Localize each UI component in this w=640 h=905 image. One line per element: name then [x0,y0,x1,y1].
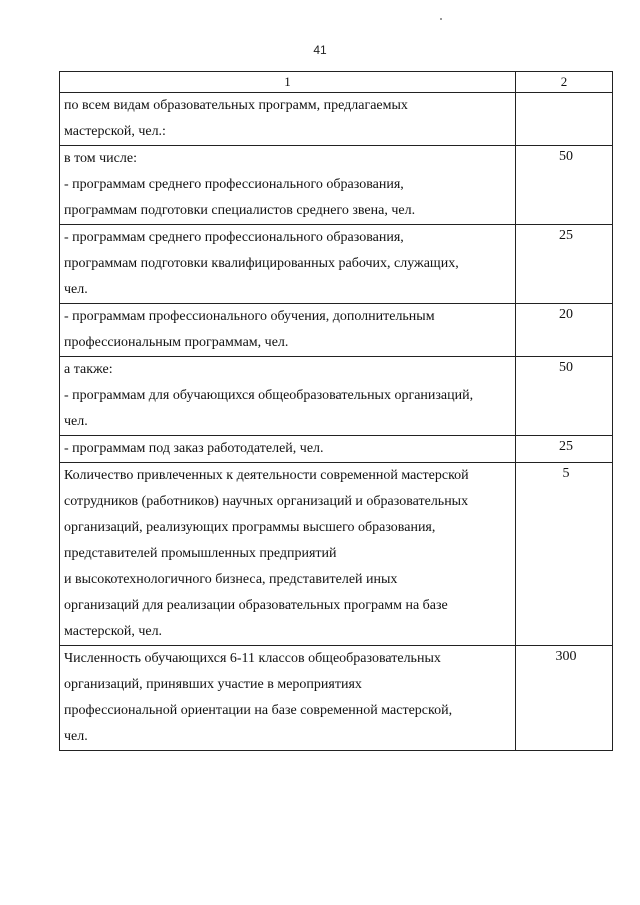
description-line: - программам среднего профессионального образования, [64,230,404,245]
scan-speck [440,18,442,20]
indicator-value: 5 [562,466,570,481]
table-header-row [60,72,613,93]
description-line: представителей промышленных предприятий [64,546,337,561]
table-row [60,93,613,146]
description-line: профессиональной ориентации на базе современной мастерской, [64,703,453,718]
header-col2-label: 2 [560,74,568,89]
description-line: а также: [64,362,113,377]
description-line: организаций для реализации образовательных программ на базе [64,598,448,613]
indicator-value-cell [516,646,613,751]
indicator-description-cell [60,146,516,225]
indicator-value: 50 [559,360,573,375]
indicator-description-cell [60,436,516,463]
indicator-value-cell [516,304,613,357]
header-cell-2 [516,72,613,93]
indicator-value: 20 [559,307,573,322]
description-line: программам подготовки квалифицированных рабочих, служащих, [64,256,459,271]
indicator-value-cell [516,93,613,146]
table-row [60,146,613,225]
table-row [60,357,613,436]
description-line: организаций, реализующих программы высшего образования, [64,520,436,535]
header-col1-label: 1 [284,74,291,89]
indicator-value: 300 [555,649,577,664]
description-line: профессиональным программам, чел. [64,335,289,350]
table-row [60,436,613,463]
description-line: в том числе: [64,151,137,166]
description-line: организаций, принявших участие в мероприятиях [64,677,362,692]
description-line: чел. [64,414,88,429]
indicator-description [60,646,515,750]
table-row [60,225,613,304]
indicator-description [60,225,515,303]
indicator-description [60,436,515,462]
indicators-table [59,71,613,751]
indicator-description [60,357,515,435]
indicator-description-cell [60,225,516,304]
description-line: мастерской, чел. [64,624,163,639]
description-line: и высокотехнологичного бизнеса, представителей иных [64,572,398,587]
indicator-value: 25 [559,228,573,243]
indicator-description [60,93,515,145]
description-line: программам подготовки специалистов среднего звена, чел. [64,203,416,218]
table-row [60,463,613,646]
indicator-description-cell [60,93,516,146]
indicator-description-cell [60,463,516,646]
description-line: - программам для обучающихся общеобразовательных организаций, [64,388,474,403]
page-number: 41 [313,43,327,57]
description-line: - программам среднего профессионального образования, [64,177,404,192]
indicator-description-cell [60,357,516,436]
description-line: сотрудников (работников) научных организаций и образовательных [64,494,469,509]
description-line: чел. [64,282,88,297]
description-line: Численность обучающихся 6-11 классов общеобразовательных [64,651,441,666]
indicator-value: 25 [559,439,573,454]
indicator-description [60,304,515,356]
indicator-description-cell [60,646,516,751]
description-line: по всем видам образовательных программ, предлагаемых [64,98,408,113]
header-cell-1 [60,72,516,93]
description-line: Количество привлеченных к деятельности современной мастерской [64,468,469,483]
table-row [60,304,613,357]
description-line: - программам профессионального обучения, дополнительным [64,309,435,324]
description-line: мастерской, чел.: [64,124,166,139]
indicator-value-cell [516,146,613,225]
indicator-description [60,463,515,645]
indicator-description [60,146,515,224]
indicator-description-cell [60,304,516,357]
description-line: чел. [64,729,88,744]
indicator-value-cell [516,357,613,436]
description-line: - программам под заказ работодателей, чел. [64,441,324,456]
indicator-value-cell [516,463,613,646]
table-row [60,646,613,751]
indicator-value: 50 [559,149,573,164]
indicator-value-cell [516,225,613,304]
indicator-value-cell [516,436,613,463]
